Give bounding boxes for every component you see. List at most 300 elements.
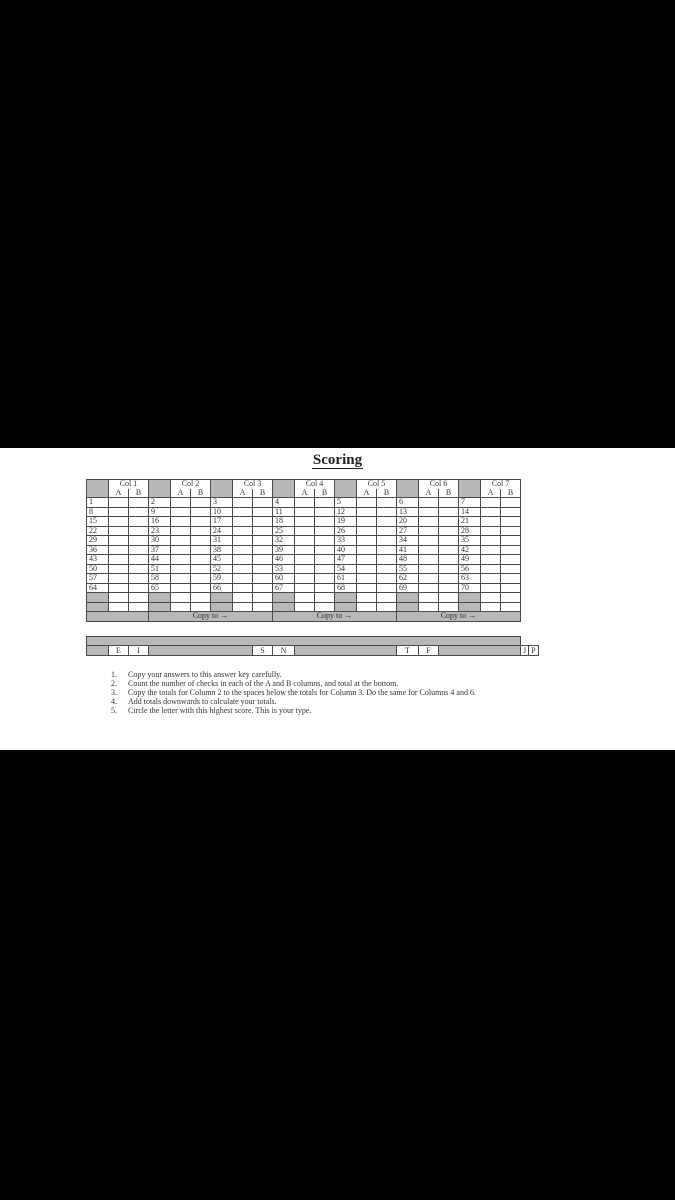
- answer-b-box[interactable]: [129, 498, 149, 508]
- shade-cell: [87, 612, 149, 622]
- answer-b-box[interactable]: [253, 555, 273, 565]
- b-header: B: [377, 489, 397, 498]
- b-header: B: [315, 489, 335, 498]
- answer-a-box[interactable]: [481, 583, 501, 593]
- answer-b-box[interactable]: [253, 545, 273, 555]
- answer-b-box[interactable]: [253, 498, 273, 508]
- answer-a-box[interactable]: [357, 507, 377, 517]
- table-row: [87, 555, 521, 565]
- table-row: [87, 583, 521, 593]
- shade-cell: [335, 593, 357, 603]
- question-number: 70: [459, 583, 481, 593]
- answer-a-box[interactable]: [171, 574, 191, 584]
- total-b-box[interactable]: [129, 593, 149, 603]
- answer-b-box[interactable]: [129, 517, 149, 527]
- table-row: [87, 574, 521, 584]
- a-header: A: [357, 489, 377, 498]
- total-b-box[interactable]: [439, 593, 459, 603]
- list-item: [111, 697, 531, 706]
- shade-cell: [459, 489, 481, 498]
- answer-b-box[interactable]: [315, 555, 335, 565]
- total-b-box[interactable]: [191, 593, 211, 603]
- answer-a-box[interactable]: [419, 517, 439, 527]
- question-number: 34: [397, 536, 419, 546]
- question-number: 64: [87, 583, 109, 593]
- table-row: [87, 545, 521, 555]
- answer-a-box[interactable]: [295, 517, 315, 527]
- answer-a-box[interactable]: [109, 545, 129, 555]
- question-number: 15: [87, 517, 109, 527]
- answer-a-box[interactable]: [481, 526, 501, 536]
- shade-cell: [273, 602, 295, 612]
- answer-b-box[interactable]: [129, 555, 149, 565]
- total-b-box[interactable]: [501, 593, 521, 603]
- answer-a-box[interactable]: [419, 507, 439, 517]
- answer-a-box[interactable]: [295, 498, 315, 508]
- answer-a-box[interactable]: [171, 526, 191, 536]
- answer-a-box[interactable]: [419, 498, 439, 508]
- answer-a-box[interactable]: [295, 574, 315, 584]
- question-number: 28: [459, 526, 481, 536]
- instructions-list: [111, 670, 531, 715]
- answer-a-box[interactable]: [109, 517, 129, 527]
- answer-b-box[interactable]: [377, 564, 397, 574]
- answer-b-box[interactable]: [377, 583, 397, 593]
- answer-b-box[interactable]: [315, 507, 335, 517]
- letter-t[interactable]: T: [397, 646, 419, 656]
- answer-a-box[interactable]: [171, 498, 191, 508]
- answer-b-box[interactable]: [315, 583, 335, 593]
- carried-b-box[interactable]: [315, 602, 335, 612]
- question-number: 21: [459, 517, 481, 527]
- answer-b-box[interactable]: [315, 574, 335, 584]
- answer-b-box[interactable]: [501, 507, 521, 517]
- shade-cell: [295, 646, 397, 656]
- answer-a-box[interactable]: [233, 507, 253, 517]
- answer-a-box[interactable]: [109, 536, 129, 546]
- question-number: 12: [335, 507, 357, 517]
- total-a-box[interactable]: [171, 593, 191, 603]
- answer-a-box[interactable]: [357, 526, 377, 536]
- question-number: 5: [335, 498, 357, 508]
- a-header: A: [295, 489, 315, 498]
- answer-a-box[interactable]: [481, 564, 501, 574]
- column-header-row: [87, 480, 521, 489]
- question-number: 40: [335, 545, 357, 555]
- answer-b-box[interactable]: [501, 564, 521, 574]
- answer-a-box[interactable]: [357, 574, 377, 584]
- answer-a-box[interactable]: [357, 545, 377, 555]
- a-header: A: [171, 489, 191, 498]
- answer-a-box[interactable]: [357, 555, 377, 565]
- letter-j[interactable]: J: [521, 646, 529, 656]
- column-header: Col 5: [357, 480, 397, 489]
- shade-cell: [211, 593, 233, 603]
- question-number: 51: [149, 564, 171, 574]
- answer-b-box[interactable]: [377, 536, 397, 546]
- column-header: Col 2: [171, 480, 211, 489]
- answer-b-box[interactable]: [439, 498, 459, 508]
- table-row: [87, 498, 521, 508]
- shade-cell: [87, 489, 109, 498]
- answer-b-box[interactable]: [253, 507, 273, 517]
- b-header: B: [439, 489, 459, 498]
- total-a-box[interactable]: [233, 593, 253, 603]
- answer-a-box[interactable]: [295, 583, 315, 593]
- question-number: 65: [149, 583, 171, 593]
- carried-a-box[interactable]: [357, 602, 377, 612]
- total-a-box[interactable]: [109, 593, 129, 603]
- answer-a-box[interactable]: [109, 498, 129, 508]
- question-number: 33: [335, 536, 357, 546]
- copy-to-label: Copy to →: [149, 612, 273, 622]
- answer-a-box[interactable]: [295, 526, 315, 536]
- question-number: 1: [87, 498, 109, 508]
- answer-b-box[interactable]: [501, 555, 521, 565]
- answer-a-box[interactable]: [233, 498, 253, 508]
- answer-b-box[interactable]: [439, 526, 459, 536]
- instruction-text: Add totals downwards to calculate your totals.: [128, 697, 277, 706]
- shade-cell: [273, 480, 295, 489]
- question-number: 29: [87, 536, 109, 546]
- total-a-box[interactable]: [419, 593, 439, 603]
- total-a-box[interactable]: [481, 593, 501, 603]
- total-a-box[interactable]: [295, 593, 315, 603]
- answer-a-box[interactable]: [233, 564, 253, 574]
- answer-b-box[interactable]: [439, 536, 459, 546]
- answer-b-box[interactable]: [377, 498, 397, 508]
- answer-b-box[interactable]: [253, 536, 273, 546]
- instruction-text: Count the number of checks in each of the A and B columns, and total at the bottom.: [128, 679, 399, 688]
- answer-a-box[interactable]: [233, 517, 253, 527]
- answer-a-box[interactable]: [481, 555, 501, 565]
- shade-cell: [87, 646, 109, 656]
- answer-b-box[interactable]: [191, 545, 211, 555]
- shade-cell: [459, 593, 481, 603]
- answer-a-box[interactable]: [419, 526, 439, 536]
- answer-a-box[interactable]: [171, 517, 191, 527]
- question-number: 57: [87, 574, 109, 584]
- question-number: 9: [149, 507, 171, 517]
- question-number: 16: [149, 517, 171, 527]
- question-number: 38: [211, 545, 233, 555]
- question-number: 47: [335, 555, 357, 565]
- a-header: A: [233, 489, 253, 498]
- answer-a-box[interactable]: [109, 507, 129, 517]
- question-number: 60: [273, 574, 295, 584]
- shade-cell: [273, 489, 295, 498]
- question-number: 17: [211, 517, 233, 527]
- carried-b-box[interactable]: [439, 602, 459, 612]
- answer-b-box[interactable]: [129, 545, 149, 555]
- answer-a-box[interactable]: [419, 536, 439, 546]
- answer-b-box[interactable]: [129, 574, 149, 584]
- column-header: Col 1: [109, 480, 149, 489]
- total-b-box[interactable]: [315, 593, 335, 603]
- instruction-number: 5.: [111, 706, 117, 715]
- answer-a-box[interactable]: [295, 507, 315, 517]
- letter-p[interactable]: P: [529, 646, 538, 656]
- question-number: 56: [459, 564, 481, 574]
- answer-b-box[interactable]: [253, 517, 273, 527]
- carried-a-box[interactable]: [233, 602, 253, 612]
- copy-to-label: Copy to →: [397, 612, 521, 622]
- shade-cell: [149, 593, 171, 603]
- carried-b-box[interactable]: [191, 602, 211, 612]
- answer-b-box[interactable]: [191, 507, 211, 517]
- answer-a-box[interactable]: [295, 536, 315, 546]
- answer-a-box[interactable]: [481, 536, 501, 546]
- shade-cell: [149, 602, 171, 612]
- b-header: B: [253, 489, 273, 498]
- question-number: 27: [397, 526, 419, 536]
- carried-b-box[interactable]: [501, 602, 521, 612]
- column-header: Col 6: [419, 480, 459, 489]
- answer-b-box[interactable]: [191, 583, 211, 593]
- answer-b-box[interactable]: [315, 545, 335, 555]
- answer-a-box[interactable]: [419, 555, 439, 565]
- answer-a-box[interactable]: [233, 555, 253, 565]
- question-number: 18: [273, 517, 295, 527]
- answer-b-box[interactable]: [191, 555, 211, 565]
- question-number: 68: [335, 583, 357, 593]
- question-number: 7: [459, 498, 481, 508]
- answer-b-box[interactable]: [439, 564, 459, 574]
- a-header: A: [481, 489, 501, 498]
- answer-b-box[interactable]: [501, 517, 521, 527]
- answer-b-box[interactable]: [501, 574, 521, 584]
- question-number: 45: [211, 555, 233, 565]
- column-header: Col 4: [295, 480, 335, 489]
- letter-f[interactable]: F: [419, 646, 439, 656]
- answer-b-box[interactable]: [315, 526, 335, 536]
- instruction-number: 1.: [111, 670, 117, 679]
- list-item: [111, 670, 531, 679]
- answer-b-box[interactable]: [439, 583, 459, 593]
- shade-cell: [335, 480, 357, 489]
- column-header: Col 3: [233, 480, 273, 489]
- answer-b-box[interactable]: [377, 517, 397, 527]
- carried-a-box[interactable]: [295, 602, 315, 612]
- answer-b-box[interactable]: [439, 555, 459, 565]
- shade-cell: [149, 646, 253, 656]
- answer-a-box[interactable]: [171, 545, 191, 555]
- answer-b-box[interactable]: [315, 498, 335, 508]
- question-number: 69: [397, 583, 419, 593]
- carried-a-box[interactable]: [171, 602, 191, 612]
- answer-a-box[interactable]: [481, 545, 501, 555]
- a-header: A: [109, 489, 129, 498]
- answer-b-box[interactable]: [377, 555, 397, 565]
- answer-b-box[interactable]: [501, 498, 521, 508]
- instruction-number: 3.: [111, 688, 117, 697]
- answer-a-box[interactable]: [171, 507, 191, 517]
- answer-a-box[interactable]: [109, 583, 129, 593]
- answer-b-box[interactable]: [191, 574, 211, 584]
- answer-a-box[interactable]: [357, 498, 377, 508]
- answer-b-box[interactable]: [315, 517, 335, 527]
- answer-b-box[interactable]: [439, 507, 459, 517]
- answer-a-box[interactable]: [171, 555, 191, 565]
- answer-a-box[interactable]: [357, 536, 377, 546]
- answer-b-box[interactable]: [377, 545, 397, 555]
- instruction-number: 2.: [111, 679, 117, 688]
- answer-a-box[interactable]: [233, 536, 253, 546]
- answer-a-box[interactable]: [481, 498, 501, 508]
- answer-b-box[interactable]: [191, 536, 211, 546]
- copy-to-label: Copy to →: [273, 612, 397, 622]
- shade-cell: [87, 593, 109, 603]
- a-header: A: [419, 489, 439, 498]
- answer-a-box[interactable]: [357, 583, 377, 593]
- answer-a-box[interactable]: [295, 564, 315, 574]
- question-number: 42: [459, 545, 481, 555]
- question-number: 23: [149, 526, 171, 536]
- question-number: 67: [273, 583, 295, 593]
- answer-b-box[interactable]: [501, 545, 521, 555]
- totals-row: [87, 593, 521, 603]
- answer-a-box[interactable]: [419, 583, 439, 593]
- type-letters-table: [86, 636, 539, 656]
- answer-b-box[interactable]: [501, 536, 521, 546]
- answer-b-box[interactable]: [315, 564, 335, 574]
- answer-b-box[interactable]: [377, 526, 397, 536]
- answer-a-box[interactable]: [233, 545, 253, 555]
- totals-bar: [87, 637, 521, 646]
- question-number: 37: [149, 545, 171, 555]
- answer-b-box[interactable]: [191, 526, 211, 536]
- answer-b-box[interactable]: [253, 564, 273, 574]
- answer-b-box[interactable]: [129, 526, 149, 536]
- answer-a-box[interactable]: [481, 574, 501, 584]
- answer-a-box[interactable]: [171, 536, 191, 546]
- question-number: 10: [211, 507, 233, 517]
- question-number: 46: [273, 555, 295, 565]
- total-a-box[interactable]: [357, 593, 377, 603]
- question-number: 14: [459, 507, 481, 517]
- answer-a-box[interactable]: [233, 574, 253, 584]
- letter-s[interactable]: S: [253, 646, 273, 656]
- question-number: 41: [397, 545, 419, 555]
- question-number: 63: [459, 574, 481, 584]
- answer-b-box[interactable]: [501, 583, 521, 593]
- answer-b-box[interactable]: [253, 574, 273, 584]
- answer-a-box[interactable]: [171, 583, 191, 593]
- answer-a-box[interactable]: [295, 555, 315, 565]
- question-number: 19: [335, 517, 357, 527]
- question-number: 48: [397, 555, 419, 565]
- answer-b-box[interactable]: [377, 574, 397, 584]
- question-number: 55: [397, 564, 419, 574]
- instruction-text: Circle the letter with this highest score. This is your type.: [128, 706, 312, 715]
- carried-a-box[interactable]: [481, 602, 501, 612]
- total-b-box[interactable]: [253, 593, 273, 603]
- answer-b-box[interactable]: [129, 564, 149, 574]
- answer-a-box[interactable]: [233, 526, 253, 536]
- answer-b-box[interactable]: [191, 498, 211, 508]
- answer-a-box[interactable]: [109, 555, 129, 565]
- answer-a-box[interactable]: [481, 507, 501, 517]
- scoring-sheet: [0, 448, 675, 750]
- carried-a-box[interactable]: [419, 602, 439, 612]
- letter-n[interactable]: N: [273, 646, 295, 656]
- answer-b-box[interactable]: [377, 507, 397, 517]
- shade-cell: [439, 646, 521, 656]
- question-number: 32: [273, 536, 295, 546]
- answer-a-box[interactable]: [419, 574, 439, 584]
- answer-b-box[interactable]: [501, 526, 521, 536]
- shade-cell: [149, 489, 171, 498]
- question-number: 11: [273, 507, 295, 517]
- answer-b-box[interactable]: [129, 583, 149, 593]
- answer-b-box[interactable]: [315, 536, 335, 546]
- question-number: 22: [87, 526, 109, 536]
- answer-b-box[interactable]: [439, 574, 459, 584]
- answer-a-box[interactable]: [171, 564, 191, 574]
- question-number: 35: [459, 536, 481, 546]
- answer-b-box[interactable]: [253, 526, 273, 536]
- carried-a-box[interactable]: [109, 602, 129, 612]
- answer-b-box[interactable]: [129, 507, 149, 517]
- letters-row: [87, 646, 539, 656]
- letter-i[interactable]: I: [129, 646, 149, 656]
- question-number: 3: [211, 498, 233, 508]
- answer-a-box[interactable]: [419, 545, 439, 555]
- table-row: [87, 536, 521, 546]
- carried-b-box[interactable]: [253, 602, 273, 612]
- list-item: [111, 706, 531, 715]
- answer-a-box[interactable]: [419, 564, 439, 574]
- answer-b-box[interactable]: [191, 564, 211, 574]
- answer-a-box[interactable]: [357, 517, 377, 527]
- question-number: 6: [397, 498, 419, 508]
- answer-a-box[interactable]: [357, 564, 377, 574]
- question-number: 58: [149, 574, 171, 584]
- copy-to-row: [87, 612, 521, 622]
- answer-b-box[interactable]: [253, 583, 273, 593]
- shade-cell: [273, 593, 295, 603]
- answer-b-box[interactable]: [439, 517, 459, 527]
- answer-b-box[interactable]: [191, 517, 211, 527]
- answer-a-box[interactable]: [233, 583, 253, 593]
- question-number: 53: [273, 564, 295, 574]
- question-number: 8: [87, 507, 109, 517]
- answer-b-box[interactable]: [439, 545, 459, 555]
- column-header: Col 7: [481, 480, 521, 489]
- table-row: [87, 564, 521, 574]
- question-number: 59: [211, 574, 233, 584]
- carried-b-box[interactable]: [129, 602, 149, 612]
- answer-a-box[interactable]: [109, 526, 129, 536]
- total-b-box[interactable]: [377, 593, 397, 603]
- shade-cell: [211, 480, 233, 489]
- b-header: B: [501, 489, 521, 498]
- answer-a-box[interactable]: [109, 574, 129, 584]
- question-number: 2: [149, 498, 171, 508]
- answer-a-box[interactable]: [109, 564, 129, 574]
- shade-cell: [459, 602, 481, 612]
- letter-e[interactable]: E: [109, 646, 129, 656]
- page-title: Scoring: [312, 452, 363, 468]
- shade-cell: [335, 489, 357, 498]
- question-number: 24: [211, 526, 233, 536]
- question-number: 54: [335, 564, 357, 574]
- question-number: 25: [273, 526, 295, 536]
- answer-b-box[interactable]: [129, 536, 149, 546]
- answer-a-box[interactable]: [481, 517, 501, 527]
- carried-b-box[interactable]: [377, 602, 397, 612]
- answer-a-box[interactable]: [295, 545, 315, 555]
